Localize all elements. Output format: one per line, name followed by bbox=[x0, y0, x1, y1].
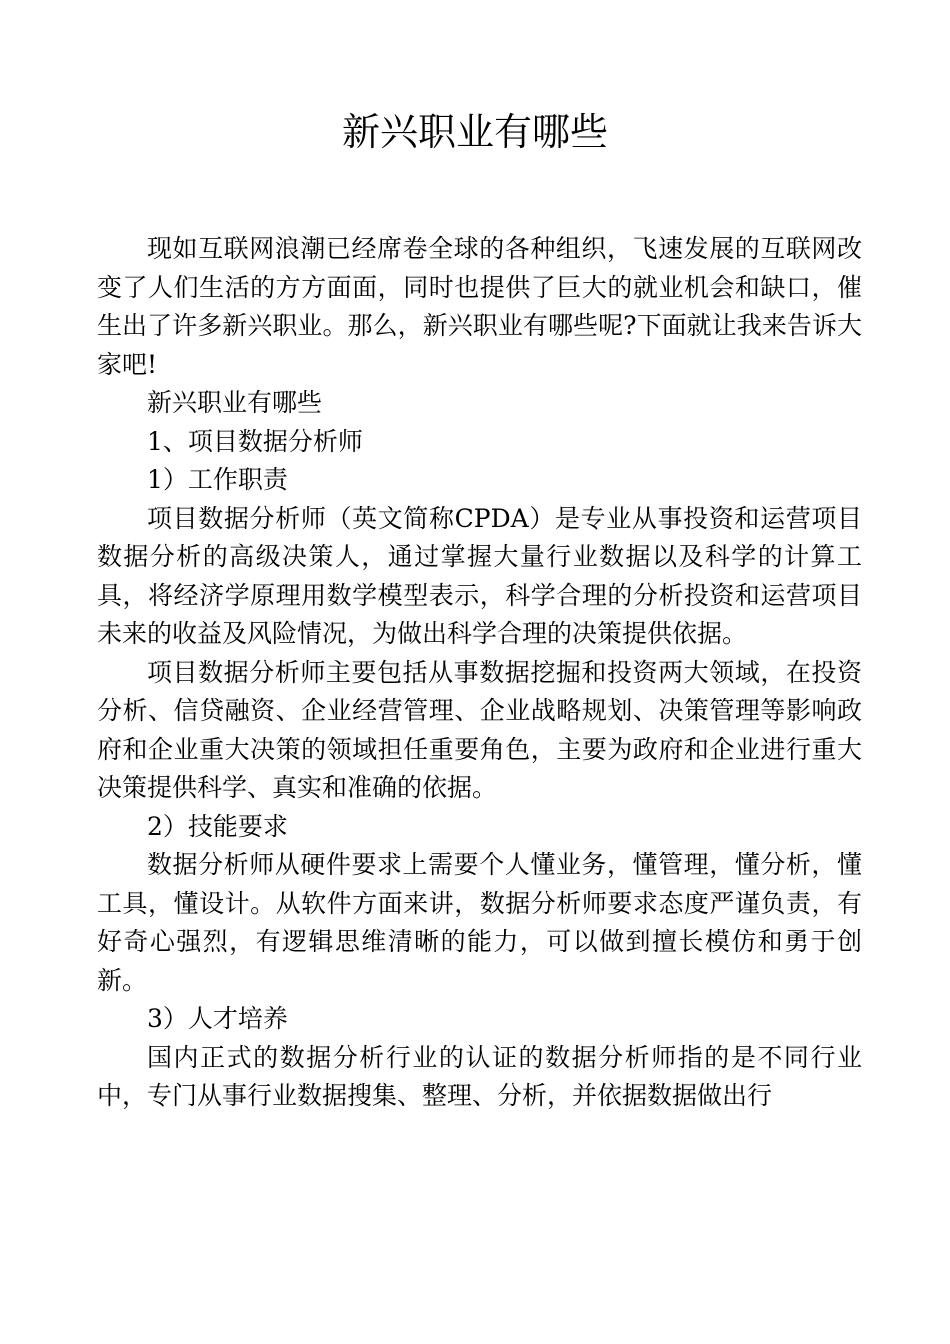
duties-paragraph-1: 项目数据分析师（英文简称CPDA）是专业从事投资和运营项目数据分析的高级决策人，通过掌握大量行业数据以及科学的计算工具，将经济学原理用数学模型表示，科学合理的分析投资和运营项目未来的收益及风险情况，为做出科学合理的决策提供依据。 bbox=[97, 503, 862, 648]
subheading-talent-training: 3）人才培养 bbox=[147, 1004, 288, 1033]
section-heading: 新兴职业有哪些 bbox=[147, 388, 323, 417]
duties-paragraph-2: 项目数据分析师主要包括从事数据挖掘和投资两大领域，在投资分析、信贷融资、企业经营管理、企业战略规划、决策管理等影响政府和企业重大决策的领域担任重要角色，主要为政府和企业进行重大决策提供科学、真实和准确的依据。 bbox=[97, 657, 862, 802]
training-paragraph: 国内正式的数据分析行业的认证的数据分析师指的是不同行业中，专门从事行业数据搜集、整理、分析，并依据数据做出行 bbox=[97, 1042, 862, 1110]
job-heading-project-data-analyst: 1、项目数据分析师 bbox=[147, 426, 363, 456]
skills-paragraph: 数据分析师从硬件要求上需要个人懂业务，懂管理，懂分析，懂工具，懂设计。从软件方面来讲，数据分析师要求态度严谨负责，有好奇心强烈，有逻辑思维清晰的能力，可以做到擅长模仿和勇于创新。 bbox=[97, 850, 862, 995]
subheading-job-duties: 1）工作职责 bbox=[147, 465, 288, 494]
document-body bbox=[97, 230, 862, 1116]
document-title: 新兴职业有哪些 bbox=[341, 110, 608, 154]
subheading-skill-requirements: 2）技能要求 bbox=[147, 811, 288, 841]
intro-paragraph: 现如互联网浪潮已经席卷全球的各种组织，飞速发展的互联网改变了人们生活的方方面面，同时也提供了巨大的就业机会和缺口，催生出了许多新兴职业。那么，新兴职业有哪些呢?下面就让我来告诉大家吧! bbox=[97, 234, 862, 379]
